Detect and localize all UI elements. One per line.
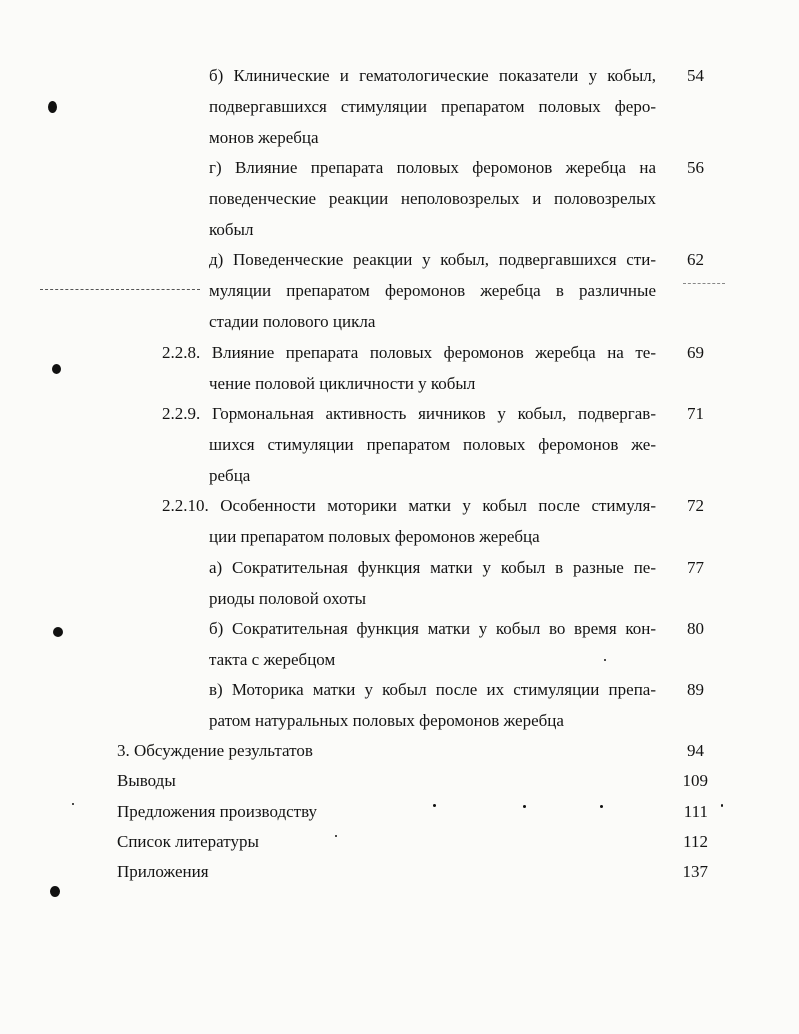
toc-entry-line: б) Сократительная функция матки у кобыл во время кон-	[209, 619, 656, 638]
toc-entry-line: г) Влияние препарата половых феромонов жеребца на	[209, 158, 656, 177]
toc-entry-line: поведенческие реакции неполовозрелых и половозрелых	[209, 188, 656, 208]
toc-entry-line: ратом натуральных половых феромонов жеребца	[209, 710, 564, 730]
toc-page-number: 71	[687, 404, 704, 423]
toc-entry-line: Приложения	[117, 862, 209, 881]
toc-entry	[117, 797, 617, 828]
toc-entry-line: б) Клинические и гематологические показатели у кобыл,	[209, 66, 656, 85]
toc-entry-line: Выводы	[117, 771, 176, 790]
scan-speck	[335, 835, 337, 837]
scan-speck	[53, 627, 63, 637]
toc-entry	[209, 61, 656, 153]
toc-entry-line: 2.2.10. Особенности моторики матки у кобыл после стимуля-	[162, 496, 656, 515]
toc-entry-line: Предложения производству	[117, 802, 318, 821]
scan-speck	[721, 804, 723, 807]
toc-entry-line: муляции препаратом феромонов жеребца в различные	[209, 280, 656, 300]
toc-page-number: 77	[687, 558, 704, 577]
scan-speck	[72, 803, 74, 805]
scan-speck	[600, 805, 603, 808]
toc-entry-line: Список литературы	[117, 832, 259, 851]
scan-line-artifact	[683, 283, 725, 284]
toc-entry-line: 2.2.9. Гормональная активность яичников у кобыл, подвергав-	[162, 404, 656, 423]
scan-line-artifact	[40, 289, 200, 290]
scan-speck	[433, 804, 436, 807]
toc-entry-line: кобыл	[209, 219, 254, 239]
scan-speck	[52, 364, 61, 374]
scan-speck	[523, 805, 526, 808]
toc-entry	[162, 338, 656, 400]
toc-entry-line: ребца	[209, 465, 251, 485]
scan-speck	[604, 659, 606, 661]
scan-speck	[48, 101, 57, 113]
toc-entry-line: 2.2.8. Влияние препарата половых феромонов жеребца на те-	[162, 343, 656, 362]
toc-entry-line: в) Моторика матки у кобыл после их стимуляции препа-	[209, 680, 656, 699]
toc-entry	[209, 614, 656, 676]
toc-page-number: 62	[687, 250, 704, 269]
toc-entry-line: д) Поведенческие реакции у кобыл, подвергавшихся сти-	[209, 250, 656, 269]
toc-page-number: 109	[682, 771, 708, 790]
toc-entry-line: стадии полового цикла	[209, 311, 376, 331]
toc-entry-line: монов жеребца	[209, 127, 319, 147]
toc-page-number: 56	[687, 158, 704, 177]
toc-page-number: 54	[687, 66, 704, 85]
toc-page-number: 89	[687, 680, 704, 699]
toc-entry-line: чение половой цикличности у кобыл	[209, 373, 476, 393]
scan-speck	[50, 886, 60, 897]
toc-entry	[117, 857, 617, 888]
toc-entry-line: такта с жеребцом	[209, 649, 336, 669]
toc-entry	[162, 491, 656, 553]
toc-entry-line: ции препаратом половых феромонов жеребца	[209, 526, 540, 546]
toc-page-number: 69	[687, 343, 704, 362]
toc-entry	[117, 736, 617, 767]
toc-entry	[209, 153, 656, 245]
toc-entry-line: 3. Обсуждение результатов	[117, 741, 313, 760]
toc-entry	[209, 675, 656, 737]
toc-entry	[117, 827, 617, 858]
toc-entry	[209, 245, 656, 337]
toc-entry	[117, 766, 617, 797]
toc-page-number: 94	[687, 741, 704, 760]
toc-page-number: 112	[683, 832, 708, 851]
toc-entry	[209, 553, 656, 615]
toc-entry-line: а) Сократительная функция матки у кобыл в разные пе-	[209, 558, 656, 577]
toc-entry-line: шихся стимуляции препаратом половых феромонов же-	[209, 434, 656, 454]
toc-page-number: 72	[687, 496, 704, 515]
toc-page-number: 80	[687, 619, 704, 638]
toc-entry	[162, 399, 656, 491]
toc-entry-line: подвергавшихся стимуляции препаратом половых феро-	[209, 96, 656, 116]
toc-entry-line: риоды половой охоты	[209, 588, 367, 608]
toc-page-number: 137	[682, 862, 708, 881]
toc-page-number: 111	[683, 802, 708, 821]
